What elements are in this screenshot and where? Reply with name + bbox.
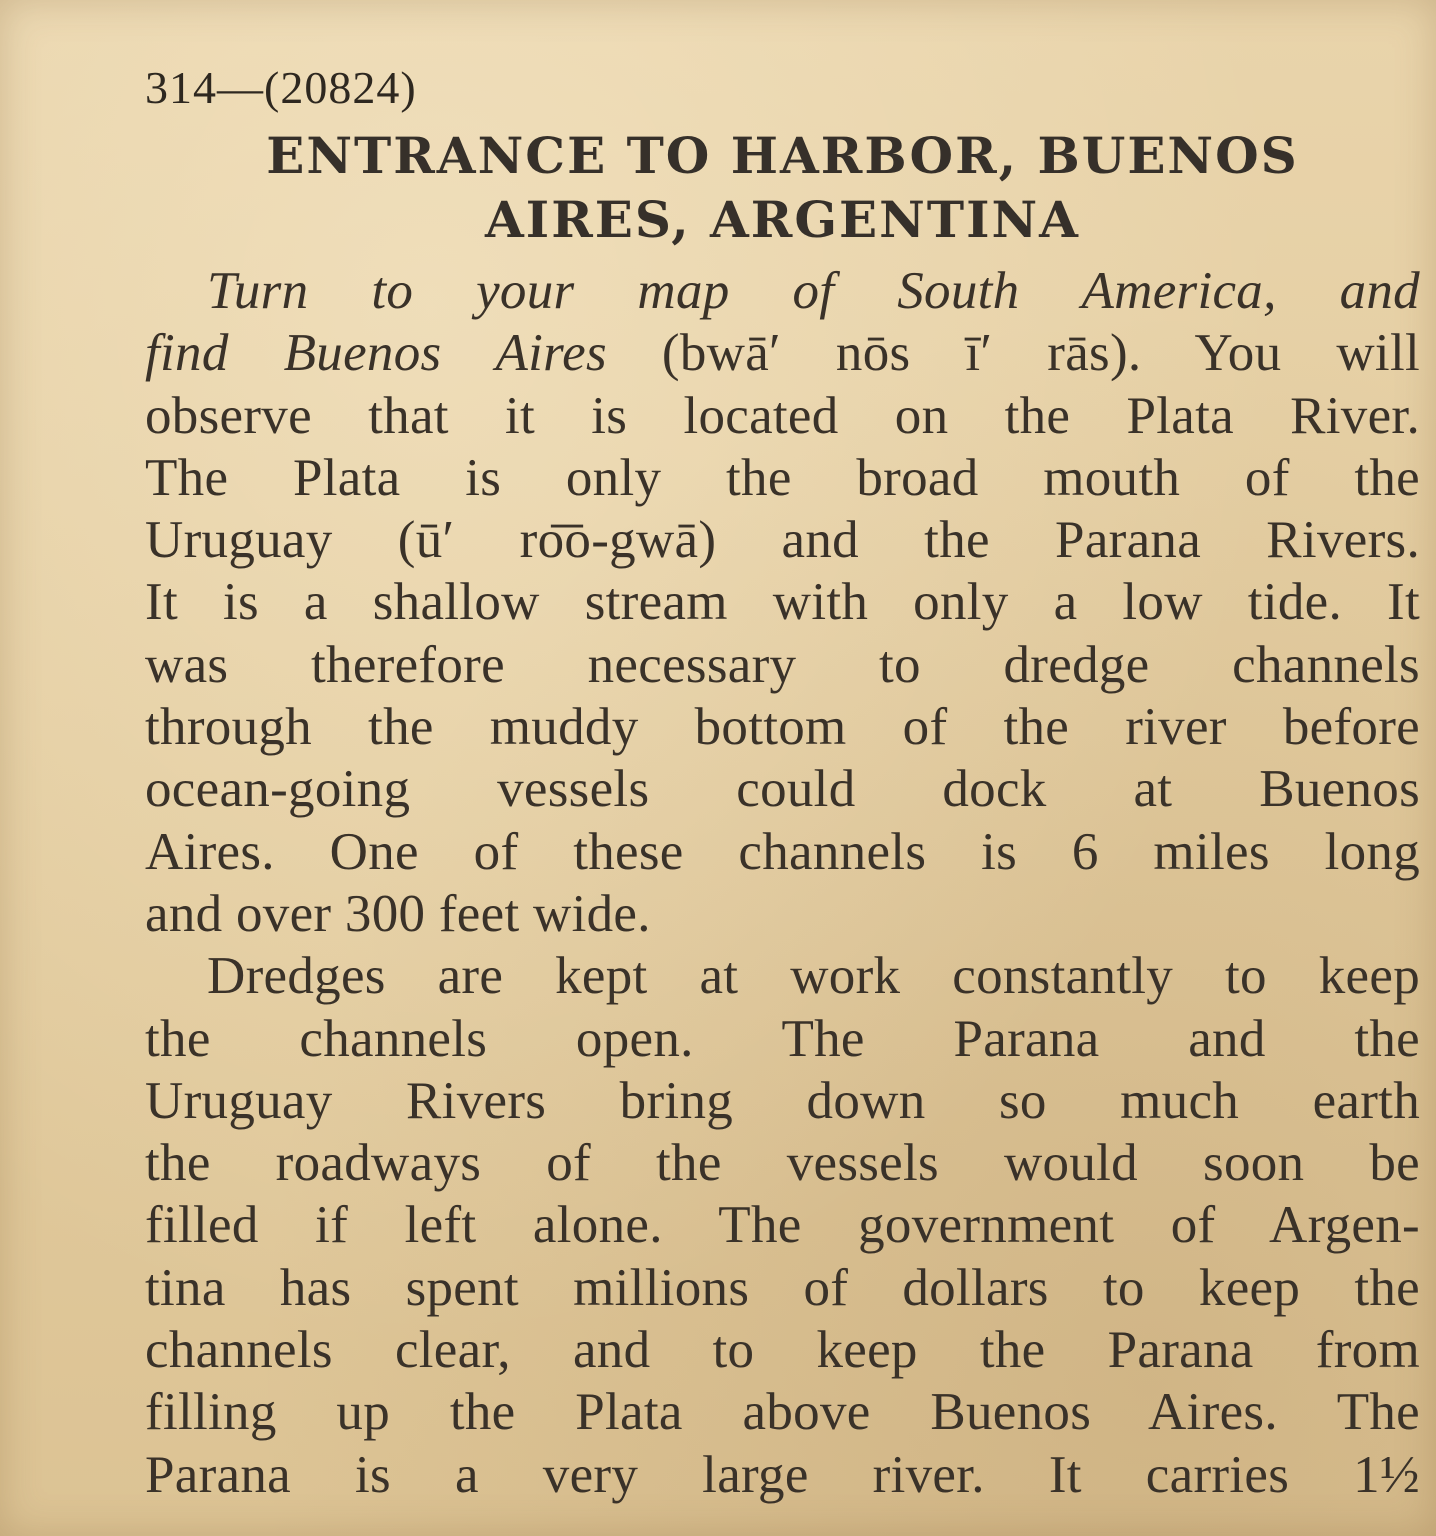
- text-line: Uruguay Rivers bring down so much earth: [145, 1071, 1420, 1130]
- text-line: Dredges are kept at work constantly to keep: [207, 947, 1420, 1006]
- text-line: and over 300 feet wide.: [145, 884, 651, 943]
- text-line: the channels open. The Parana and the: [145, 1009, 1420, 1068]
- paragraph-2: [145, 945, 1420, 1506]
- title-line-1: ENTRANCE TO HARBOR, BUENOS: [266, 126, 1299, 185]
- text-line: filled if left alone. The government of Argen-: [145, 1196, 1420, 1255]
- text-line: observe that it is located on the Plata River.: [145, 386, 1420, 445]
- text-line: through the muddy bottom of the river before: [145, 698, 1420, 757]
- text-line: Turn to your map of South America, and: [207, 262, 1420, 320]
- text-line: was therefore necessary to dredge channels: [145, 635, 1420, 694]
- text-line: Uruguay (ū′ ro͞o-gwā) and the Parana Rivers.: [145, 511, 1420, 570]
- card-number: 314—(20824): [145, 62, 417, 113]
- text-line: Parana is a very large river. It carries 1½: [145, 1445, 1420, 1504]
- text-line: find Buenos Aires (bwā′ nōs ī′ rās). You will: [145, 324, 1420, 383]
- text-line: It is a shallow stream with only a low tide. It: [145, 573, 1420, 632]
- text-line: Aires. One of these channels is 6 miles long: [145, 822, 1420, 881]
- text-line: filling up the Plata above Buenos Aires. The: [145, 1383, 1420, 1442]
- text-line: tina has spent millions of dollars to keep the: [145, 1258, 1420, 1317]
- paragraph-1: [145, 260, 1420, 945]
- text-line: The Plata is only the broad mouth of the: [145, 448, 1420, 507]
- card-title: [145, 124, 1420, 252]
- text-line: the roadways of the vessels would soon be: [145, 1134, 1420, 1193]
- title-line-2: AIRES, ARGENTINA: [485, 190, 1080, 249]
- text-line: ocean-going vessels could dock at Buenos: [145, 760, 1420, 819]
- card-text: [145, 52, 1420, 1506]
- text-line: channels clear, and to keep the Parana from: [145, 1321, 1420, 1380]
